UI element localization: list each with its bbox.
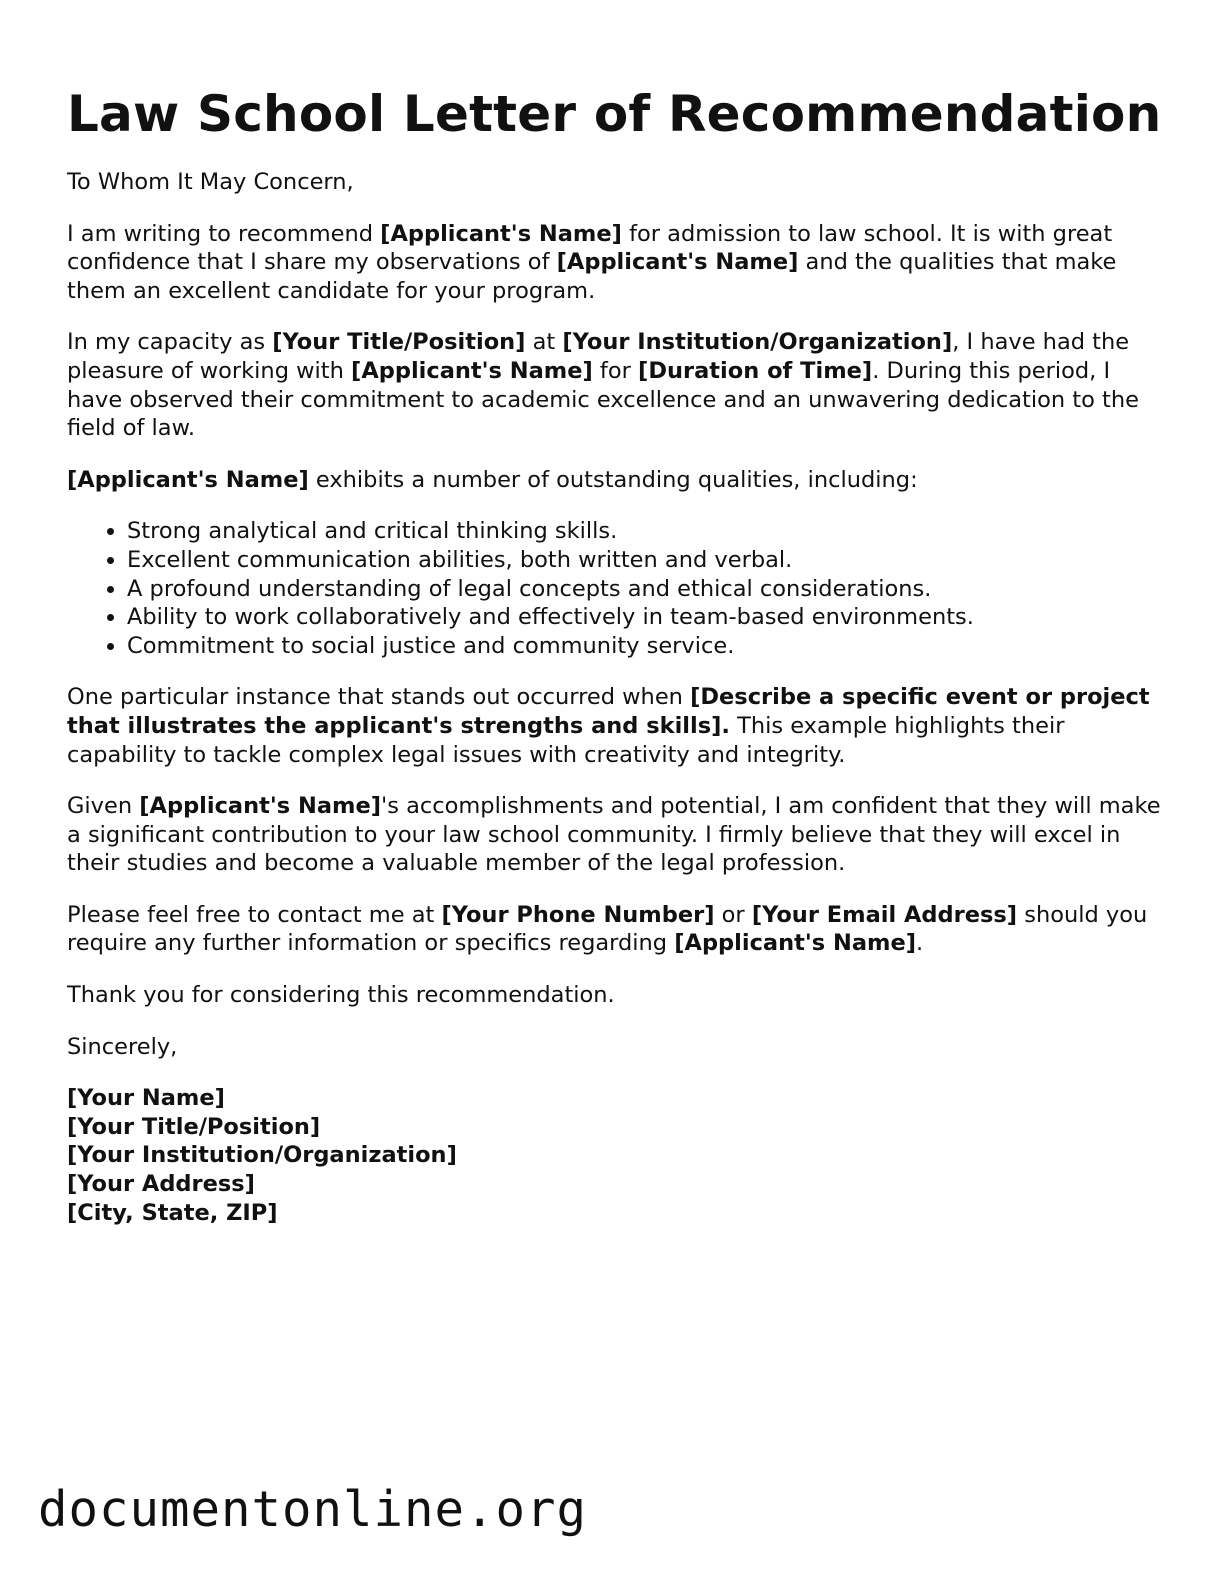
signature-line: [Your Name]: [67, 1085, 225, 1112]
text: This example highlights their capability to tackle complex legal issues with creativity and integrity.: [67, 712, 1065, 768]
list-item: • Ability to work collaboratively and effectively in team-based environments.: [127, 603, 1167, 632]
text: .: [916, 930, 924, 957]
text: for: [592, 357, 639, 384]
qualities-intro-paragraph: [67, 466, 1167, 495]
text: should you require any further information or specifics regarding: [67, 901, 1148, 957]
confidence-paragraph: [67, 792, 1167, 878]
instance-paragraph: [67, 683, 1167, 769]
text: exhibits a number of outstanding qualities, including:: [308, 466, 918, 493]
text: Please feel free to contact me at: [67, 901, 442, 928]
letter: [67, 82, 1167, 1227]
signature-line: [Your Address]: [67, 1171, 255, 1198]
text: , I have had the pleasure of working with: [67, 329, 1130, 384]
text: I am writing to recommend: [67, 220, 381, 247]
placeholder-email: [Your Email Address]: [751, 901, 1018, 928]
intro-paragraph: [67, 220, 1167, 306]
text: 's accomplishments and potential, I am confident that they will make a significant contribution to your law school community. I firmly believe that they will excel in their studies and become a valuable member of the legal profession.: [67, 793, 1161, 877]
list-item: • A profound understanding of legal concepts and ethical considerations.: [127, 575, 1167, 604]
qualities-list: [67, 517, 1167, 660]
list-item: • Strong analytical and critical thinking skills.: [127, 517, 1167, 546]
text: or: [714, 901, 752, 928]
text: . During this period, I have observed their commitment to academic excellence and an unwavering dedication to the field of law.: [67, 357, 1139, 442]
text: One particular instance that stands out occurred when: [67, 684, 691, 711]
signature-block: [67, 1084, 1167, 1227]
capacity-paragraph: [67, 328, 1167, 442]
closing: Sincerely,: [67, 1033, 178, 1060]
placeholder-applicant-name: [Applicant's Name]: [351, 357, 593, 384]
placeholder-applicant-name: [Applicant's Name]: [380, 220, 622, 247]
placeholder-applicant-name: [Applicant's Name]: [139, 793, 382, 820]
placeholder-institution: [Your Institution/Organization]: [562, 329, 953, 356]
placeholder-duration: [Duration of Time]: [638, 357, 873, 384]
text: for admission to law school. It is with great confidence that I share my observations of: [67, 220, 1113, 276]
placeholder-phone: [Your Phone Number]: [441, 901, 715, 928]
placeholder-event-description: [Describe a specific event or project that illustrates the applicant's strengths and skills].: [67, 684, 1150, 739]
signature-line: [Your Title/Position]: [67, 1113, 321, 1140]
text: and the qualities that make them an excellent candidate for your program.: [67, 249, 1117, 304]
watermark: documentonline.org: [38, 1481, 588, 1538]
page-title: Law School Letter of Recommendation: [67, 85, 1162, 143]
text: at: [525, 329, 563, 356]
signature-line: [Your Institution/Organization]: [67, 1142, 457, 1169]
list-item: • Excellent communication abilities, both written and verbal.: [127, 546, 1167, 575]
placeholder-title-position: [Your Title/Position]: [272, 329, 526, 356]
salutation: To Whom It May Concern,: [67, 169, 354, 195]
contact-paragraph: [67, 901, 1167, 958]
thanks-paragraph: Thank you for considering this recommendation.: [67, 982, 615, 1009]
placeholder-applicant-name: [Applicant's Name]: [556, 249, 799, 276]
placeholder-applicant-name: [Applicant's Name]: [67, 466, 309, 493]
signature-line: [City, State, ZIP]: [67, 1199, 278, 1226]
list-item: • Commitment to social justice and community service.: [127, 632, 1167, 661]
text: Given: [67, 793, 140, 820]
text: In my capacity as: [67, 329, 273, 356]
placeholder-applicant-name: [Applicant's Name]: [674, 930, 916, 957]
